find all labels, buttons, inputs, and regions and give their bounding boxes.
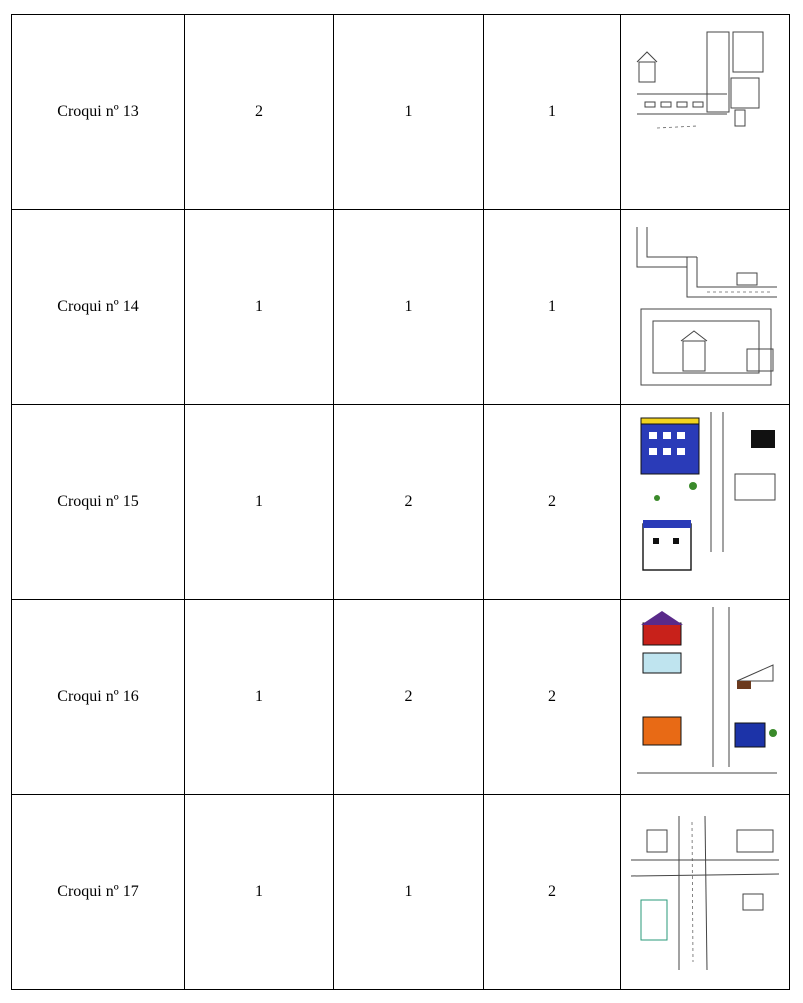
sketch-cell (621, 405, 790, 600)
score-cell: 1 (334, 15, 484, 210)
sketch-13-image (627, 22, 783, 202)
croqui-label: Croqui nº 16 (12, 600, 185, 795)
table-row (12, 405, 790, 600)
sketch-17-image (627, 802, 783, 982)
score-cell: 2 (185, 15, 334, 210)
sketch-14-image (627, 217, 783, 397)
score-cell: 2 (334, 405, 484, 600)
score-cell: 2 (484, 600, 621, 795)
score-cell: 1 (185, 405, 334, 600)
sketch-cell (621, 15, 790, 210)
croqui-label: Croqui nº 15 (12, 405, 185, 600)
score-cell: 2 (484, 795, 621, 990)
sketch-cell (621, 795, 790, 990)
sketch-16-image (627, 607, 783, 787)
croqui-label: Croqui nº 13 (12, 15, 185, 210)
score-cell: 2 (484, 405, 621, 600)
table-row (12, 600, 790, 795)
score-cell: 1 (334, 210, 484, 405)
sketch-cell (621, 600, 790, 795)
score-cell: 2 (334, 600, 484, 795)
score-cell: 1 (484, 210, 621, 405)
sketch-cell (621, 210, 790, 405)
score-cell: 1 (334, 795, 484, 990)
table-row (12, 795, 790, 990)
score-cell: 1 (185, 210, 334, 405)
croqui-label: Croqui nº 17 (12, 795, 185, 990)
croqui-label: Croqui nº 14 (12, 210, 185, 405)
score-cell: 1 (185, 600, 334, 795)
table-row (12, 15, 790, 210)
croqui-table (11, 14, 790, 990)
score-cell: 1 (185, 795, 334, 990)
score-cell: 1 (484, 15, 621, 210)
sketch-15-image (627, 412, 783, 592)
table-row (12, 210, 790, 405)
